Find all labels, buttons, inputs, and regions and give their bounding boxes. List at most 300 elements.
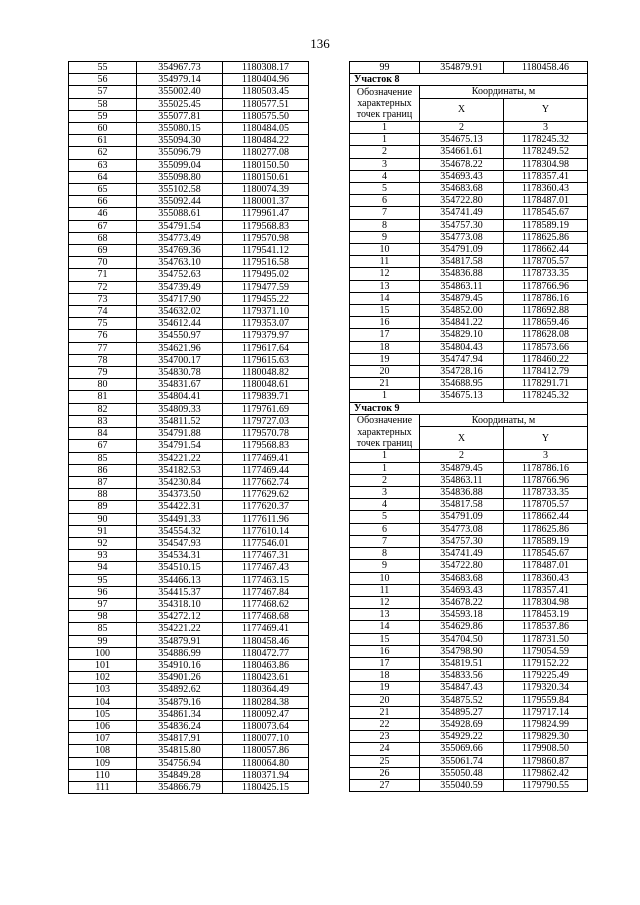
- left-table-row: [69, 269, 309, 281]
- x-coordinate-cell: 355088.61: [137, 208, 223, 220]
- y-coordinate-cell: 1178662.44: [504, 511, 588, 523]
- y-coordinate-cell: 1180073.64: [223, 720, 309, 732]
- point-designation-header: Обозначение характерных точек границ: [350, 414, 420, 450]
- y-coordinate-cell: 1177610.14: [223, 525, 309, 537]
- x-coordinate-cell: 354683.68: [420, 572, 504, 584]
- y-coordinate-cell: 1180064.80: [223, 757, 309, 769]
- left-table-row: [69, 745, 309, 757]
- x-coordinate-cell: 354693.43: [420, 170, 504, 182]
- left-table-row: [69, 757, 309, 769]
- y-coordinate-cell: 1178766.96: [504, 474, 588, 486]
- x-coordinate-cell: 354547.93: [137, 537, 223, 549]
- x-coordinate-cell: 354373.50: [137, 489, 223, 501]
- point-number-cell: 24: [350, 743, 420, 755]
- y-coordinate-cell: 1180092.47: [223, 708, 309, 720]
- x-coordinate-cell: 354836.88: [420, 268, 504, 280]
- point-number-cell: 86: [69, 464, 137, 476]
- x-coordinate-cell: 355098.80: [137, 171, 223, 183]
- left-table-row: [69, 196, 309, 208]
- section-row: [350, 231, 588, 243]
- y-coordinate-cell: 1179862.42: [504, 767, 588, 779]
- x-coordinate-cell: 354741.49: [420, 207, 504, 219]
- point-number-cell: 74: [69, 306, 137, 318]
- left-table-row: [69, 769, 309, 781]
- x-coordinate-cell: 354773.08: [420, 231, 504, 243]
- point-number-cell: 80: [69, 379, 137, 391]
- section-header-row: [350, 86, 588, 98]
- point-number-cell: 18: [350, 341, 420, 353]
- left-table-row: [69, 733, 309, 745]
- y-coordinate-cell: 1179477.59: [223, 281, 309, 293]
- point-number-cell: 27: [350, 779, 420, 791]
- y-coordinate-cell: 1178733.35: [504, 487, 588, 499]
- x-coordinate-cell: 354534.31: [137, 550, 223, 562]
- left-table-row: [69, 232, 309, 244]
- point-number-cell: 59: [69, 110, 137, 122]
- x-coordinate-cell: 354811.52: [137, 415, 223, 427]
- y-coordinate-cell: 1178249.52: [504, 146, 588, 158]
- left-table-row: [69, 598, 309, 610]
- x-coordinate-cell: 354791.09: [420, 511, 504, 523]
- section-row: [350, 462, 588, 474]
- y-coordinate-cell: 1178412.79: [504, 366, 588, 378]
- column-number-row: [350, 450, 588, 462]
- point-number-cell: 16: [350, 645, 420, 657]
- point-number-cell: 111: [69, 781, 137, 793]
- point-number-cell: 57: [69, 86, 137, 98]
- point-number-cell: 26: [350, 767, 420, 779]
- y-coordinate-cell: 1179570.78: [223, 428, 309, 440]
- y-coordinate-cell: 1180001.37: [223, 196, 309, 208]
- section-row: [350, 366, 588, 378]
- left-table-row: [69, 135, 309, 147]
- x-coordinate-cell: 354688.95: [420, 378, 504, 390]
- point-number-cell: 15: [350, 305, 420, 317]
- y-coordinate-cell: 1179516.58: [223, 257, 309, 269]
- y-coordinate-cell: 1178304.98: [504, 158, 588, 170]
- x-coordinate-cell: 354621.96: [137, 342, 223, 354]
- section-title-row: [350, 402, 588, 414]
- point-number-cell: 14: [350, 621, 420, 633]
- section-row: [350, 353, 588, 365]
- x-coordinate-cell: 354722.80: [420, 560, 504, 572]
- point-number-cell: 22: [350, 718, 420, 730]
- y-coordinate-cell: 1180423.61: [223, 672, 309, 684]
- column-number-cell: 3: [504, 450, 588, 462]
- x-coordinate-cell: 354910.16: [137, 659, 223, 671]
- point-number-cell: 60: [69, 123, 137, 135]
- x-coordinate-cell: 355096.79: [137, 147, 223, 159]
- section-row: [350, 694, 588, 706]
- y-coordinate-cell: 1180308.17: [223, 62, 309, 74]
- point-number-cell: 1: [350, 134, 420, 146]
- section-row: [350, 621, 588, 633]
- left-table-row: [69, 501, 309, 513]
- section-row: [350, 755, 588, 767]
- y-coordinate-cell: 1178628.08: [504, 329, 588, 341]
- point-number-cell: 88: [69, 489, 137, 501]
- y-coordinate-cell: 1178291.71: [504, 378, 588, 390]
- point-number-cell: 10: [350, 244, 420, 256]
- x-coordinate-cell: 354791.54: [137, 440, 223, 452]
- x-coordinate-cell: 354892.62: [137, 684, 223, 696]
- y-coordinate-cell: 1179615.63: [223, 354, 309, 366]
- section-row: [350, 645, 588, 657]
- x-coordinate-cell: 354819.51: [420, 657, 504, 669]
- x-coordinate-cell: 355040.59: [420, 779, 504, 791]
- y-coordinate-cell: 1177467.43: [223, 562, 309, 574]
- point-number-cell: 19: [350, 682, 420, 694]
- point-number-cell: 67: [69, 440, 137, 452]
- x-coordinate-cell: 355080.15: [137, 123, 223, 135]
- point-number-cell: 99: [350, 62, 420, 74]
- section-row: [350, 268, 588, 280]
- section-row: [350, 341, 588, 353]
- section-row: [350, 158, 588, 170]
- point-number-cell: 12: [350, 268, 420, 280]
- section-row: [350, 146, 588, 158]
- y-coordinate-cell: 1178766.96: [504, 280, 588, 292]
- x-coordinate-cell: 354866.79: [137, 781, 223, 793]
- point-number-cell: 3: [350, 158, 420, 170]
- point-number-cell: 5: [350, 511, 420, 523]
- point-number-cell: 97: [69, 598, 137, 610]
- point-number-cell: 11: [350, 584, 420, 596]
- point-number-cell: 99: [69, 635, 137, 647]
- x-coordinate-cell: 354756.94: [137, 757, 223, 769]
- section-row: [350, 743, 588, 755]
- point-number-cell: 7: [350, 535, 420, 547]
- point-number-cell: 14: [350, 292, 420, 304]
- point-number-cell: 98: [69, 611, 137, 623]
- section-row: [350, 390, 588, 402]
- x-coordinate-cell: 354683.68: [420, 183, 504, 195]
- x-coordinate-cell: 354593.18: [420, 609, 504, 621]
- point-designation-header: Обозначение характерных точек границ: [350, 86, 420, 122]
- section-row: [350, 378, 588, 390]
- x-coordinate-cell: 354833.56: [420, 670, 504, 682]
- x-coordinate-cell: 354773.08: [420, 523, 504, 535]
- point-number-cell: 77: [69, 342, 137, 354]
- x-coordinate-cell: 354829.10: [420, 329, 504, 341]
- y-coordinate-cell: 1178487.01: [504, 560, 588, 572]
- y-coordinate-cell: 1177620.37: [223, 501, 309, 513]
- y-coordinate-cell: 1178360.43: [504, 572, 588, 584]
- point-number-cell: 25: [350, 755, 420, 767]
- left-table-row: [69, 476, 309, 488]
- point-number-cell: 85: [69, 452, 137, 464]
- section-row: [350, 596, 588, 608]
- y-coordinate-cell: 1180575.50: [223, 110, 309, 122]
- left-table-row: [69, 562, 309, 574]
- y-coordinate-cell: 1178357.41: [504, 584, 588, 596]
- y-coordinate-cell: 1179790.55: [504, 779, 588, 791]
- left-table-row: [69, 708, 309, 720]
- point-number-cell: 105: [69, 708, 137, 720]
- left-table-row: [69, 696, 309, 708]
- section-row: [350, 244, 588, 256]
- y-coordinate-cell: 1180077.10: [223, 733, 309, 745]
- point-number-cell: 17: [350, 657, 420, 669]
- x-coordinate-cell: 354875.52: [420, 694, 504, 706]
- section-row: [350, 572, 588, 584]
- x-coordinate-cell: 354632.02: [137, 306, 223, 318]
- x-coordinate-cell: 354863.11: [420, 280, 504, 292]
- point-number-cell: 70: [69, 257, 137, 269]
- left-table-row: [69, 330, 309, 342]
- point-number-cell: 69: [69, 245, 137, 257]
- x-coordinate-cell: 354769.36: [137, 245, 223, 257]
- left-table-row: [69, 208, 309, 220]
- x-coordinate-cell: 354739.49: [137, 281, 223, 293]
- left-table-row: [69, 720, 309, 732]
- x-coordinate-cell: 354728.16: [420, 366, 504, 378]
- point-number-cell: 55: [69, 62, 137, 74]
- y-coordinate-cell: 1179541.12: [223, 245, 309, 257]
- y-coordinate-cell: 1179495.02: [223, 269, 309, 281]
- x-coordinate-cell: 355099.04: [137, 159, 223, 171]
- left-table-row: [69, 354, 309, 366]
- left-table-row: [69, 306, 309, 318]
- x-coordinate-cell: 354879.91: [420, 62, 504, 74]
- section-row: [350, 292, 588, 304]
- y-coordinate-cell: 1180048.82: [223, 367, 309, 379]
- section-row: [350, 305, 588, 317]
- left-table-row: [69, 428, 309, 440]
- y-coordinate-cell: 1178487.01: [504, 195, 588, 207]
- x-header: X: [420, 427, 504, 450]
- point-number-cell: 72: [69, 281, 137, 293]
- x-coordinate-cell: 354967.73: [137, 62, 223, 74]
- point-number-cell: 63: [69, 159, 137, 171]
- point-number-cell: 17: [350, 329, 420, 341]
- y-coordinate-cell: 1180463.86: [223, 659, 309, 671]
- x-coordinate-cell: 354763.10: [137, 257, 223, 269]
- left-table-row: [69, 342, 309, 354]
- left-table-row: [69, 586, 309, 598]
- point-number-cell: 12: [350, 596, 420, 608]
- point-number-cell: 1: [350, 390, 420, 402]
- left-table-row: [69, 171, 309, 183]
- y-coordinate-cell: 1178731.50: [504, 633, 588, 645]
- point-number-cell: 5: [350, 183, 420, 195]
- point-number-cell: 21: [350, 378, 420, 390]
- point-number-cell: 1: [350, 462, 420, 474]
- y-coordinate-cell: 1178786.16: [504, 462, 588, 474]
- left-table-row: [69, 647, 309, 659]
- point-number-cell: 8: [350, 548, 420, 560]
- y-coordinate-cell: 1177467.31: [223, 550, 309, 562]
- point-number-cell: 20: [350, 366, 420, 378]
- x-coordinate-cell: 354895.27: [420, 706, 504, 718]
- point-number-cell: 15: [350, 633, 420, 645]
- y-coordinate-cell: 1179839.71: [223, 391, 309, 403]
- x-coordinate-cell: 354791.09: [420, 244, 504, 256]
- y-coordinate-cell: 1177469.41: [223, 452, 309, 464]
- section-row: [350, 731, 588, 743]
- point-number-cell: 108: [69, 745, 137, 757]
- x-coordinate-cell: 354510.15: [137, 562, 223, 574]
- point-number-cell: 4: [350, 499, 420, 511]
- point-number-cell: 9: [350, 231, 420, 243]
- coordinates-header: Координаты, м: [420, 86, 588, 98]
- section-row: [350, 584, 588, 596]
- point-number-cell: 100: [69, 647, 137, 659]
- section-row: [350, 256, 588, 268]
- y-coordinate-cell: 1178786.16: [504, 292, 588, 304]
- x-coordinate-cell: 354741.49: [420, 548, 504, 560]
- x-coordinate-cell: 354661.61: [420, 146, 504, 158]
- left-table-row: [69, 611, 309, 623]
- x-coordinate-cell: 354847.43: [420, 682, 504, 694]
- x-coordinate-cell: 354554.32: [137, 525, 223, 537]
- left-table-row: [69, 147, 309, 159]
- x-coordinate-cell: 354809.33: [137, 403, 223, 415]
- x-coordinate-cell: 354841.22: [420, 317, 504, 329]
- y-coordinate-cell: 1179559.84: [504, 694, 588, 706]
- point-number-cell: 84: [69, 428, 137, 440]
- left-table-row: [69, 550, 309, 562]
- left-table-row: [69, 98, 309, 110]
- x-coordinate-cell: 355025.45: [137, 98, 223, 110]
- right-table-body: [350, 62, 588, 792]
- x-coordinate-cell: 354693.43: [420, 584, 504, 596]
- point-number-cell: 46: [69, 208, 137, 220]
- point-number-cell: 75: [69, 318, 137, 330]
- left-table-row: [69, 659, 309, 671]
- y-coordinate-cell: 1180074.39: [223, 184, 309, 196]
- x-coordinate-cell: 354230.84: [137, 476, 223, 488]
- section-row: [350, 535, 588, 547]
- y-coordinate-cell: 1177469.41: [223, 623, 309, 635]
- left-table-row: [69, 684, 309, 696]
- y-coordinate-cell: 1179320.34: [504, 682, 588, 694]
- point-number-cell: 94: [69, 562, 137, 574]
- point-number-cell: 76: [69, 330, 137, 342]
- x-coordinate-cell: 354700.17: [137, 354, 223, 366]
- x-coordinate-cell: 354550.97: [137, 330, 223, 342]
- left-table-row: [69, 574, 309, 586]
- y-coordinate-cell: 1180577.51: [223, 98, 309, 110]
- y-coordinate-cell: 1178245.32: [504, 390, 588, 402]
- x-coordinate-cell: 354221.22: [137, 623, 223, 635]
- x-coordinate-cell: 354831.67: [137, 379, 223, 391]
- x-coordinate-cell: 354752.63: [137, 269, 223, 281]
- y-coordinate-cell: 1178625.86: [504, 231, 588, 243]
- x-coordinate-cell: 354798.90: [420, 645, 504, 657]
- section-row: [350, 633, 588, 645]
- x-coordinate-cell: 354415.37: [137, 586, 223, 598]
- y-coordinate-cell: 1180458.46: [504, 62, 588, 74]
- point-number-cell: 104: [69, 696, 137, 708]
- point-number-cell: 68: [69, 232, 137, 244]
- section-row: [350, 280, 588, 292]
- y-coordinate-cell: 1177546.01: [223, 537, 309, 549]
- y-coordinate-cell: 1177468.62: [223, 598, 309, 610]
- column-number-cell: 2: [420, 450, 504, 462]
- x-coordinate-cell: 354675.13: [420, 390, 504, 402]
- x-coordinate-cell: 355002.40: [137, 86, 223, 98]
- page-number: 136: [310, 36, 330, 51]
- left-table-row: [69, 403, 309, 415]
- left-table-row: [69, 110, 309, 122]
- point-number-cell: 4: [350, 170, 420, 182]
- y-coordinate-cell: 1179225.49: [504, 670, 588, 682]
- y-coordinate-cell: 1178705.57: [504, 256, 588, 268]
- y-coordinate-cell: 1180484.22: [223, 135, 309, 147]
- x-coordinate-cell: 354849.28: [137, 769, 223, 781]
- section-row: [350, 670, 588, 682]
- y-coordinate-cell: 1179379.97: [223, 330, 309, 342]
- point-number-cell: 85: [69, 623, 137, 635]
- y-coordinate-cell: 1179152.22: [504, 657, 588, 669]
- y-coordinate-cell: 1178537.86: [504, 621, 588, 633]
- left-table-row: [69, 379, 309, 391]
- x-coordinate-cell: 354879.91: [137, 635, 223, 647]
- x-coordinate-cell: 354804.41: [137, 391, 223, 403]
- y-coordinate-cell: 1179908.50: [504, 743, 588, 755]
- y-header: Y: [504, 98, 588, 121]
- y-coordinate-cell: 1180048.61: [223, 379, 309, 391]
- y-coordinate-cell: 1178357.41: [504, 170, 588, 182]
- point-number-cell: 2: [350, 474, 420, 486]
- left-table-row: [69, 513, 309, 525]
- point-number-cell: 3: [350, 487, 420, 499]
- x-coordinate-cell: 354491.33: [137, 513, 223, 525]
- point-number-cell: 66: [69, 196, 137, 208]
- point-number-cell: 92: [69, 537, 137, 549]
- point-number-cell: 13: [350, 280, 420, 292]
- point-number-cell: 56: [69, 74, 137, 86]
- column-number-cell: 1: [350, 450, 420, 462]
- y-coordinate-cell: 1177467.84: [223, 586, 309, 598]
- column-number-cell: 2: [420, 122, 504, 134]
- section-row: [350, 207, 588, 219]
- point-number-cell: 19: [350, 353, 420, 365]
- x-coordinate-cell: 354929.22: [420, 731, 504, 743]
- y-coordinate-cell: 1179961.47: [223, 208, 309, 220]
- left-table-row: [69, 281, 309, 293]
- y-coordinate-cell: 1179570.98: [223, 232, 309, 244]
- left-table-row: [69, 74, 309, 86]
- section-row: [350, 548, 588, 560]
- left-table-row: [69, 781, 309, 793]
- y-coordinate-cell: 1179824.99: [504, 718, 588, 730]
- point-number-cell: 91: [69, 525, 137, 537]
- x-coordinate-cell: 354886.99: [137, 647, 223, 659]
- y-coordinate-cell: 1178573.66: [504, 341, 588, 353]
- y-coordinate-cell: 1178692.88: [504, 305, 588, 317]
- point-number-cell: 90: [69, 513, 137, 525]
- section-row: [350, 329, 588, 341]
- y-coordinate-cell: 1180503.45: [223, 86, 309, 98]
- point-number-cell: 96: [69, 586, 137, 598]
- point-number-cell: 7: [350, 207, 420, 219]
- point-number-cell: 87: [69, 476, 137, 488]
- section-title-row: [350, 74, 588, 86]
- left-table-row: [69, 537, 309, 549]
- section-header-row: [350, 414, 588, 426]
- point-number-cell: 107: [69, 733, 137, 745]
- point-number-cell: 16: [350, 317, 420, 329]
- y-coordinate-cell: 1179717.14: [504, 706, 588, 718]
- y-coordinate-cell: 1179371.10: [223, 306, 309, 318]
- left-table-row: [69, 525, 309, 537]
- x-coordinate-cell: 354901.26: [137, 672, 223, 684]
- left-table-row: [69, 464, 309, 476]
- point-number-cell: 73: [69, 293, 137, 305]
- point-number-cell: 67: [69, 220, 137, 232]
